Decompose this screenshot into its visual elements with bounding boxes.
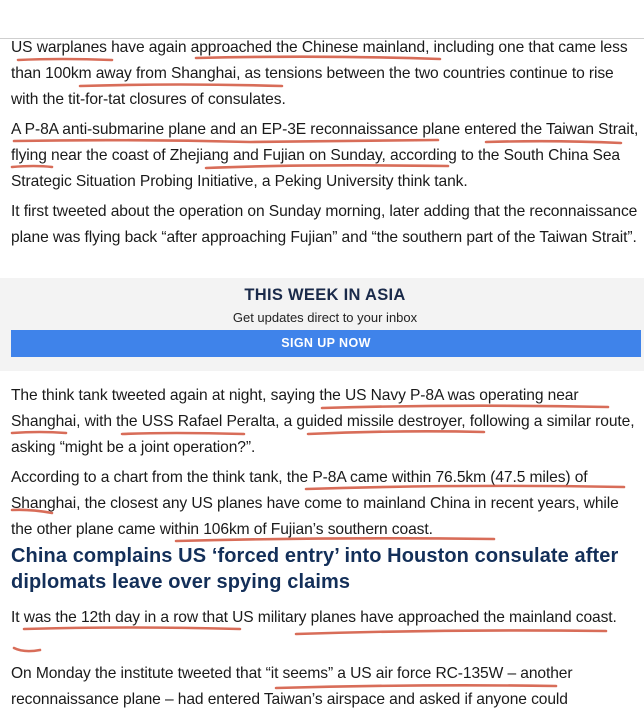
sign-up-button[interactable]: SIGN UP NOW <box>11 330 641 357</box>
related-article-link[interactable]: China complains US ‘forced entry’ into Houston consulate after diplomats leave over spying claims <box>11 545 619 593</box>
paragraph-6: It was the 12th day in a row that US military planes have approached the mainland coast. <box>11 609 617 626</box>
promo-subtitle: Get updates direct to your inbox <box>232 310 418 325</box>
promo-title: THIS WEEK IN ASIA <box>244 286 406 304</box>
paragraph-1: US warplanes have again approached the Chinese mainland, including one that came less than 100km away from Shanghai, as tensions between the two countries continue to rise with the tit-for-tat closures of consulates. <box>11 39 628 108</box>
newsletter-promo <box>0 278 644 371</box>
paragraph-2: A P-8A anti-submarine plane and an EP-3E reconnaissance plane entered the Taiwan Strait, flying near the coast of Zhejiang and Fujian on Sunday, according to the South China Sea Strategic Situation Probing Initiative, a Peking University think tank. <box>11 121 639 190</box>
underline-mark <box>14 648 40 651</box>
paragraph-5: According to a chart from the think tank, the P-8A came within 76.5km (47.5 miles) of Shanghai, the closest any US planes have come to mainland China in recent years, while the other plane came within 106km of Fujian’s southern coast. <box>11 469 619 538</box>
paragraph-3: It first tweeted about the operation on Sunday morning, later adding that the reconnaissance plane was flying back “after approaching Fujian” and “the southern part of the Taiwan Strait”. <box>11 203 638 246</box>
paragraph-7: On Monday the institute tweeted that “it seems” a US air force RC-135W – another reconnaissance plane – had entered Taiwan’s airspace and asked if anyone could <box>11 665 573 708</box>
paragraph-4: The think tank tweeted again at night, saying the US Navy P-8A was operating near Shanghai, with the USS Rafael Peralta, a guided missile destroyer, following a similar route, asking “might be a joint operation?”. <box>11 387 635 456</box>
